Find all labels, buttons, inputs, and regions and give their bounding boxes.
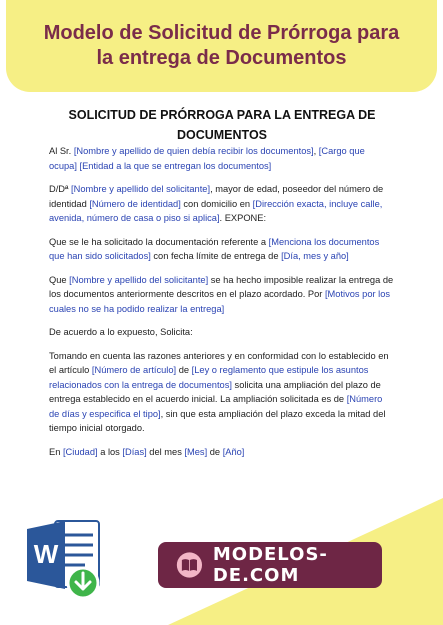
book-icon <box>176 549 203 581</box>
placeholder: [Nombre y apellido del solicitante] <box>71 184 211 194</box>
paragraph-extension <box>49 349 395 436</box>
placeholder: [Nombre y apellido del solicitante] <box>69 274 209 285</box>
placeholder: [Número de días y especifica el tipo] <box>49 394 383 419</box>
document-title: SOLICITUD DE PRÓRROGA PARA LA ENTREGA DE DOCUMENTOS <box>68 108 376 142</box>
placeholder: [Año] <box>222 446 245 457</box>
text: con domicilio en <box>180 198 253 209</box>
header-banner <box>6 0 437 92</box>
title-line-1: Modelo de Solicitud de Prórroga para <box>43 22 400 44</box>
placeholder: [Menciona los documentos que han sido solicitados] <box>49 236 380 261</box>
text: de <box>176 365 192 375</box>
text: del mes <box>146 446 185 457</box>
page-title <box>44 21 400 71</box>
paragraph-solicita: De acuerdo a lo expuesto, Solicita: <box>49 327 193 337</box>
placeholder: [Cargo que ocupa] <box>49 146 365 171</box>
paragraph-applicant <box>49 182 395 226</box>
brand-banner[interactable] <box>158 542 382 588</box>
text: . EXPONE: <box>219 213 267 223</box>
placeholder: [Nombre y apellido de quien debía recibir los documentos] <box>73 146 314 156</box>
text: D/Dª <box>49 184 72 194</box>
placeholder: [Dirección exacta, incluye calle, avenida, número de casa o piso si aplica] <box>49 198 383 223</box>
placeholder: [Entidad a la que se entregan los documentos] <box>79 160 272 171</box>
paragraph-addressee <box>49 144 395 173</box>
paragraph-request-context <box>49 235 395 264</box>
text: de <box>207 446 223 457</box>
word-letter: W <box>33 539 59 569</box>
placeholder: [Días] <box>122 446 147 457</box>
text: con fecha límite de entrega de <box>150 251 282 261</box>
text: se ha hecho imposible realizar la entrega de los documentos anteriormente descritos en el plazo acordado. Por <box>49 274 394 299</box>
document-body <box>49 144 395 468</box>
paragraph-date-place <box>49 445 395 460</box>
text: Tomando en cuenta las razones anteriores y en conformidad con lo establecido en el artículo <box>49 350 389 375</box>
text: En <box>49 446 63 457</box>
text: Que se le ha solicitado la documentación referente a <box>49 236 269 247</box>
text: , sin que esta ampliación del plazo exceda la mitad del tiempo inicial otorgado. <box>49 408 386 433</box>
paragraph-reason <box>49 273 395 317</box>
placeholder: [Número de artículo] <box>91 365 177 375</box>
text: a los <box>97 446 123 457</box>
text: , <box>313 146 319 156</box>
placeholder: [Día, mes y año] <box>281 251 349 261</box>
placeholder: [Ciudad] <box>62 446 98 457</box>
text: solicita una ampliación del plazo de entrega establecido en el acuerdo inicial. La ampliación solicitada es de <box>49 379 381 404</box>
placeholder: [Motivos por los cuales no se ha podido realizar la entrega] <box>49 289 391 314</box>
text: Que <box>49 274 70 285</box>
title-line-2: la entrega de Documentos <box>96 47 347 69</box>
placeholder: [Mes] <box>184 446 208 457</box>
text: Al Sr. <box>49 146 74 156</box>
text: , mayor de edad, poseedor del número de identidad <box>49 184 384 209</box>
placeholder: [Ley o reglamento que estipule los asuntos relacionados con la entrega de documentos] <box>49 365 369 390</box>
word-download-icon[interactable] <box>25 517 105 605</box>
placeholder: [Número de identidad] <box>89 198 181 209</box>
brand-name: MODELOS-DE.COM <box>212 544 328 586</box>
